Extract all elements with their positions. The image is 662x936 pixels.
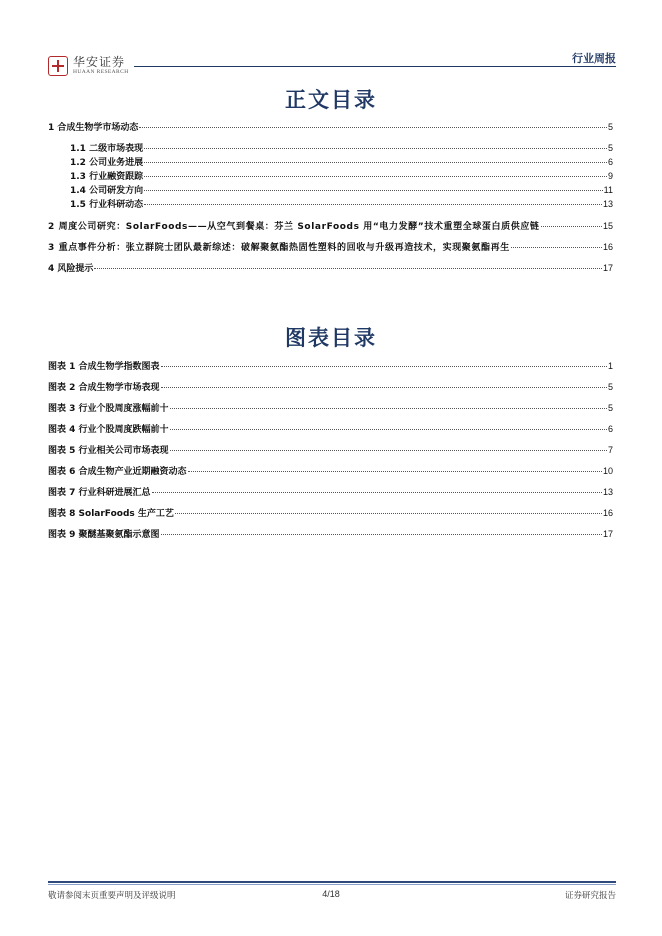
figure-entry[interactable] — [48, 443, 613, 456]
toc-entry[interactable] — [48, 120, 613, 133]
toc-entry-title: 1 合成生物学市场动态 — [48, 123, 139, 133]
figure-entry-title: 图表 4 行业个股周度跌幅前十 — [48, 425, 169, 435]
dot-leader — [541, 226, 602, 227]
figure-entry-title: 图表 8 SolarFoods 生产工艺 — [48, 509, 174, 519]
dot-leader — [139, 127, 607, 128]
toc-entry-page: 17 — [602, 263, 613, 273]
footer-divider — [48, 881, 616, 883]
figure-entry-page: 10 — [602, 466, 613, 476]
toc-entry-page: 5 — [607, 122, 613, 132]
dot-leader — [94, 268, 602, 269]
contents-title: 正文目录 — [285, 87, 377, 112]
dot-leader — [144, 204, 602, 205]
figure-entry-title: 图表 1 合成生物学指数图表 — [48, 362, 160, 372]
figure-entry[interactable] — [48, 485, 613, 498]
logo-english-name: HUAAN RESEARCH — [73, 69, 129, 75]
figure-entry-title: 图表 6 合成生物产业近期融资动态 — [48, 467, 187, 477]
dot-leader — [144, 176, 607, 177]
toc-entry-page: 16 — [602, 242, 613, 252]
figure-entry-page: 7 — [607, 445, 613, 455]
dot-leader — [144, 148, 607, 149]
footer-divider-thin — [48, 884, 616, 885]
footer-disclaimer: 敬请参阅末页重要声明及评级说明 — [48, 891, 176, 901]
toc-entry[interactable] — [48, 240, 613, 253]
dot-leader — [161, 534, 602, 535]
figure-entry[interactable] — [48, 527, 613, 540]
figure-entry[interactable] — [48, 401, 613, 414]
dot-leader — [170, 429, 607, 430]
dot-leader — [188, 471, 602, 472]
toc-entry[interactable] — [70, 141, 613, 154]
figure-entry[interactable] — [48, 506, 613, 519]
figure-entry-title: 图表 5 行业相关公司市场表现 — [48, 446, 169, 456]
toc-entry-page: 15 — [602, 221, 613, 231]
dot-leader — [161, 366, 607, 367]
toc-entry-title: 1.5 行业科研动态 — [70, 200, 144, 210]
toc-entry[interactable] — [70, 183, 613, 196]
page-number: 4/18 — [322, 889, 340, 899]
figure-entry-page: 5 — [607, 382, 613, 392]
logo-mark-icon — [48, 56, 68, 76]
page-header — [48, 44, 616, 80]
figure-entry-title: 图表 3 行业个股周度涨幅前十 — [48, 404, 169, 414]
toc-entry[interactable] — [48, 219, 613, 232]
toc-entry[interactable] — [70, 197, 613, 210]
figure-entry-page: 1 — [607, 361, 613, 371]
figure-entry-page: 5 — [607, 403, 613, 413]
header-divider — [134, 66, 616, 67]
figure-entry-page: 6 — [607, 424, 613, 434]
figure-entry-page: 16 — [602, 508, 613, 518]
figure-entry-title: 图表 9 聚醚基聚氨酯示意图 — [48, 530, 160, 540]
toc-entry-page: 6 — [607, 157, 613, 167]
figure-entry[interactable] — [48, 359, 613, 372]
toc-entry[interactable] — [70, 169, 613, 182]
dot-leader — [144, 190, 603, 191]
company-logo — [48, 54, 129, 78]
dot-leader — [144, 162, 607, 163]
toc-entry-title: 1.3 行业融资跟踪 — [70, 172, 144, 182]
toc-entry-title: 4 风险提示 — [48, 264, 94, 274]
toc-entry[interactable] — [48, 261, 613, 274]
dot-leader — [511, 247, 602, 248]
dot-leader — [161, 387, 607, 388]
report-type-label: 行业周报 — [572, 52, 616, 65]
logo-chinese-name: 华安证券 — [73, 55, 126, 69]
figure-entry[interactable] — [48, 464, 613, 477]
footer-report-label: 证券研究报告 — [564, 891, 616, 901]
dot-leader — [170, 450, 607, 451]
figure-entry-page: 17 — [602, 529, 613, 539]
dot-leader — [170, 408, 607, 409]
toc-entry-page: 5 — [607, 143, 613, 153]
toc-entry-page: 13 — [602, 199, 613, 209]
figure-entry[interactable] — [48, 422, 613, 435]
figure-entry-title: 图表 2 合成生物学市场表现 — [48, 383, 160, 393]
toc-entry[interactable] — [70, 155, 613, 168]
figure-entry-page: 13 — [602, 487, 613, 497]
toc-entry-title: 2 周度公司研究：SolarFoods——从空气到餐桌：芬兰 SolarFoods 用“电力发酵”技术重塑全球蛋白质供应链 — [48, 222, 540, 232]
figure-entry-title: 图表 7 行业科研进展汇总 — [48, 488, 151, 498]
toc-entry-page: 9 — [607, 171, 613, 181]
dot-leader — [175, 513, 602, 514]
figure-entry[interactable] — [48, 380, 613, 393]
toc-entry-title: 1.4 公司研发方向 — [70, 186, 144, 196]
toc-entry-page: 11 — [603, 185, 613, 195]
toc-entry-title: 1.2 公司业务进展 — [70, 158, 144, 168]
toc-entry-title: 1.1 二级市场表现 — [70, 144, 144, 154]
toc-entry-title: 3 重点事件分析：张立群院士团队最新综述：破解聚氨酯热固性塑料的回收与升级再造技术，实现聚氨酯再生 — [48, 243, 510, 253]
dot-leader — [152, 492, 602, 493]
figures-title: 图表目录 — [285, 325, 377, 350]
